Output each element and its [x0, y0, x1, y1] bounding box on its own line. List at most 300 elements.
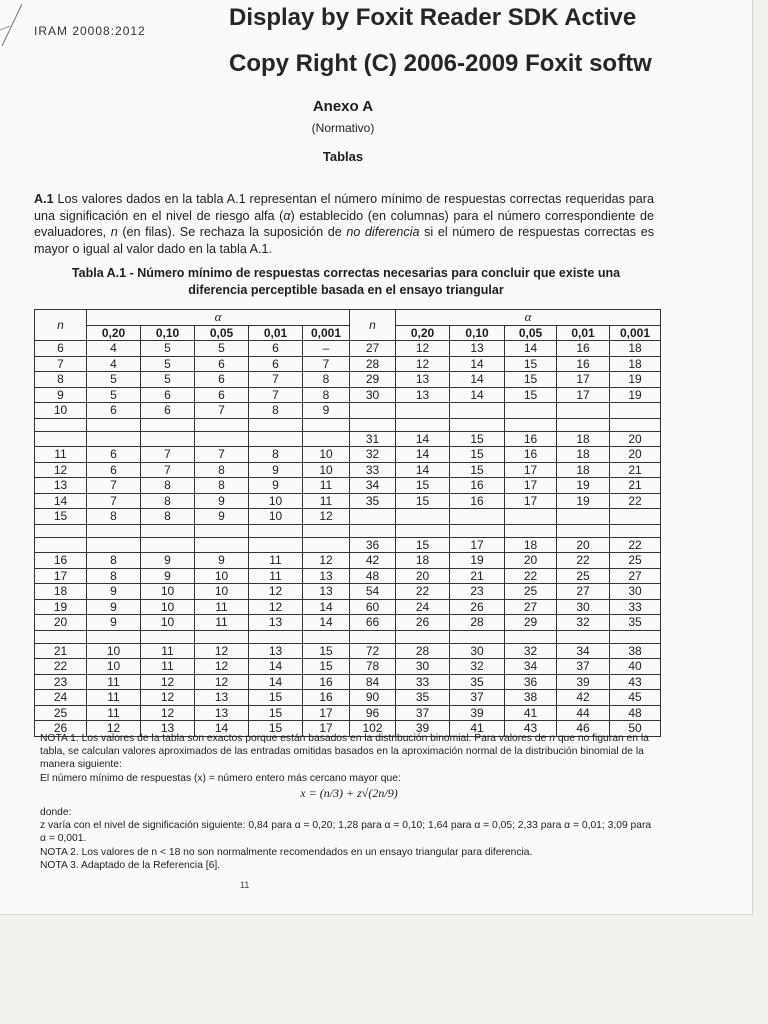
n-cell: 84 — [350, 674, 396, 690]
value-cell: 13 — [195, 705, 249, 721]
formula: x = (n/3) + z√(2n/9) — [300, 785, 398, 800]
value-cell: 9 — [195, 509, 249, 525]
table-row — [35, 568, 661, 584]
spacer-cell — [610, 524, 661, 537]
n-cell: 48 — [350, 568, 396, 584]
value-cell — [141, 431, 195, 447]
value-cell: 21 — [610, 478, 661, 494]
value-cell: 17 — [557, 387, 610, 403]
value-cell: 8 — [141, 509, 195, 525]
spacer-cell — [249, 524, 303, 537]
value-cell: 32 — [505, 643, 557, 659]
value-cell — [303, 431, 350, 447]
value-cell: 41 — [450, 721, 505, 737]
table-row — [35, 659, 661, 675]
n-cell — [35, 431, 87, 447]
value-cell: 20 — [505, 553, 557, 569]
value-cell: 19 — [610, 387, 661, 403]
value-cell — [87, 537, 141, 553]
n-cell: 22 — [35, 659, 87, 675]
value-cell: 21 — [610, 462, 661, 478]
value-cell: 15 — [450, 447, 505, 463]
spacer-cell — [141, 630, 195, 643]
value-cell — [557, 403, 610, 419]
spacer-cell — [35, 524, 87, 537]
value-cell: 14 — [450, 356, 505, 372]
value-cell: 8 — [141, 478, 195, 494]
value-cell: 11 — [87, 674, 141, 690]
n-cell: 20 — [35, 615, 87, 631]
value-cell: 9 — [87, 584, 141, 600]
n-cell: 11 — [35, 447, 87, 463]
value-cell: 6 — [87, 447, 141, 463]
spacer-cell — [195, 630, 249, 643]
value-cell: 7 — [87, 493, 141, 509]
table-row — [35, 356, 661, 372]
column-header: 0,10 — [450, 325, 505, 341]
value-cell: 22 — [610, 493, 661, 509]
value-cell — [195, 537, 249, 553]
value-cell: 12 — [396, 356, 450, 372]
table-row — [35, 690, 661, 706]
spacer-cell — [450, 630, 505, 643]
spacer-row — [35, 630, 661, 643]
nota-1-text-b: que no figuran en la tabla, se calculan valores aproximados de las entradas omitidas basados en la aproximación normal de la distribución binomial de la manera siguiente: — [40, 733, 649, 771]
spacer-cell — [87, 524, 141, 537]
value-cell: 13 — [141, 721, 195, 737]
value-cell: 11 — [195, 599, 249, 615]
value-cell: 10 — [141, 599, 195, 615]
value-cell: 17 — [505, 493, 557, 509]
table-row — [35, 493, 661, 509]
value-cell: 48 — [610, 705, 661, 721]
paragraph-number: A.1 — [34, 192, 54, 206]
spacer-cell — [350, 524, 396, 537]
n-cell: 18 — [35, 584, 87, 600]
value-cell: 5 — [195, 341, 249, 357]
value-cell: 10 — [141, 615, 195, 631]
value-cell: 8 — [141, 493, 195, 509]
n-cell: 14 — [35, 493, 87, 509]
value-cell: 4 — [87, 341, 141, 357]
spacer-row — [35, 524, 661, 537]
n-cell: 29 — [350, 372, 396, 388]
n-cell: 12 — [35, 462, 87, 478]
column-header: 0,01 — [557, 325, 610, 341]
n-cell — [35, 537, 87, 553]
value-cell — [87, 431, 141, 447]
spacer-cell — [505, 524, 557, 537]
value-cell: 4 — [87, 356, 141, 372]
value-cell: 43 — [610, 674, 661, 690]
triangular-test-table — [34, 309, 661, 737]
value-cell: 9 — [87, 599, 141, 615]
value-cell: 15 — [505, 387, 557, 403]
value-cell: 46 — [557, 721, 610, 737]
column-header: 0,05 — [505, 325, 557, 341]
alpha-header-left: α — [87, 310, 350, 326]
value-cell: 6 — [87, 403, 141, 419]
value-cell: 32 — [450, 659, 505, 675]
table-row — [35, 599, 661, 615]
value-cell: 13 — [396, 387, 450, 403]
value-cell: 19 — [557, 493, 610, 509]
table-row — [35, 462, 661, 478]
value-cell: 5 — [141, 341, 195, 357]
table-row — [35, 584, 661, 600]
value-cell: 45 — [610, 690, 661, 706]
n-cell: 54 — [350, 584, 396, 600]
notes-box — [40, 732, 658, 872]
spacer-cell — [557, 630, 610, 643]
n-cell: 17 — [35, 568, 87, 584]
value-cell: 6 — [195, 356, 249, 372]
value-cell: 15 — [505, 372, 557, 388]
value-cell: 5 — [141, 356, 195, 372]
value-cell: 12 — [303, 553, 350, 569]
alpha-header-right: α — [396, 310, 661, 326]
value-cell: 22 — [557, 553, 610, 569]
value-cell: 9 — [303, 403, 350, 419]
n-cell: 21 — [35, 643, 87, 659]
column-header: 0,001 — [610, 325, 661, 341]
value-cell: 21 — [450, 568, 505, 584]
value-cell: 7 — [249, 387, 303, 403]
spacer-cell — [87, 630, 141, 643]
annex-title: Anexo A — [312, 98, 374, 115]
value-cell: 16 — [505, 447, 557, 463]
value-cell: 9 — [195, 493, 249, 509]
table-row — [35, 615, 661, 631]
value-cell: 8 — [249, 447, 303, 463]
value-cell: 17 — [557, 372, 610, 388]
spacer-cell — [87, 418, 141, 431]
value-cell — [450, 509, 505, 525]
value-cell: 50 — [610, 721, 661, 737]
watermark-line-2: Copy Right (C) 2006-2009 Foxit softw — [229, 50, 652, 77]
value-cell: 15 — [249, 705, 303, 721]
table-row — [35, 372, 661, 388]
standard-code: IRAM 20008:2012 — [34, 24, 146, 38]
value-cell: 7 — [195, 447, 249, 463]
table-body — [35, 341, 661, 737]
value-cell: 7 — [303, 356, 350, 372]
value-cell: 27 — [557, 584, 610, 600]
value-cell: 14 — [450, 387, 505, 403]
value-cell: 11 — [303, 478, 350, 494]
value-cell: 38 — [505, 690, 557, 706]
value-cell: 15 — [303, 643, 350, 659]
value-cell: 26 — [450, 599, 505, 615]
value-cell: 40 — [610, 659, 661, 675]
spacer-cell — [610, 630, 661, 643]
value-cell — [303, 537, 350, 553]
spacer-cell — [610, 418, 661, 431]
column-header: 0,20 — [396, 325, 450, 341]
value-cell: 9 — [249, 462, 303, 478]
n-cell: 36 — [350, 537, 396, 553]
value-cell: 6 — [87, 462, 141, 478]
value-cell: 12 — [195, 659, 249, 675]
value-cell: 38 — [610, 643, 661, 659]
value-cell: 7 — [141, 462, 195, 478]
value-cell: 11 — [141, 659, 195, 675]
value-cell — [557, 509, 610, 525]
value-cell: 8 — [195, 478, 249, 494]
value-cell: 30 — [610, 584, 661, 600]
n-cell: 15 — [35, 509, 87, 525]
n-cell: 24 — [35, 690, 87, 706]
value-cell: 12 — [195, 643, 249, 659]
value-cell: 27 — [505, 599, 557, 615]
value-cell: 10 — [141, 584, 195, 600]
value-cell: 6 — [195, 387, 249, 403]
n-cell: 28 — [350, 356, 396, 372]
n-cell — [350, 403, 396, 419]
value-cell: 16 — [303, 674, 350, 690]
value-cell: 7 — [195, 403, 249, 419]
value-cell: 17 — [303, 705, 350, 721]
value-cell: 13 — [195, 690, 249, 706]
watermark-line-1: Display by Foxit Reader SDK Active — [229, 4, 637, 31]
spacer-cell — [505, 630, 557, 643]
n-cell: 33 — [350, 462, 396, 478]
n-cell: 42 — [350, 553, 396, 569]
value-cell — [610, 403, 661, 419]
nota-2: NOTA 2. Los valores de n < 18 no son normalmente recomendados en un ensayo triangular para diferencia. — [40, 846, 533, 858]
value-cell: 33 — [396, 674, 450, 690]
value-cell: 14 — [396, 431, 450, 447]
alpha-symbol: α — [283, 208, 291, 223]
value-cell: 10 — [303, 462, 350, 478]
table-row — [35, 643, 661, 659]
table-row — [35, 674, 661, 690]
emphasis-no-diferencia: no diferencia — [346, 225, 420, 239]
value-cell: 11 — [195, 615, 249, 631]
nota-1-n: n — [549, 733, 555, 744]
table-row — [35, 478, 661, 494]
annex-subtitle: (Normativo) — [311, 121, 375, 135]
donde-label: donde: — [40, 807, 72, 819]
value-cell: 37 — [557, 659, 610, 675]
value-cell: 14 — [396, 447, 450, 463]
value-cell: 34 — [557, 643, 610, 659]
value-cell: 35 — [450, 674, 505, 690]
spacer-cell — [35, 630, 87, 643]
value-cell: 9 — [249, 478, 303, 494]
table-row — [35, 509, 661, 525]
value-cell: 18 — [610, 356, 661, 372]
spacer-cell — [557, 418, 610, 431]
value-cell: 12 — [87, 721, 141, 737]
table-caption-line-1: Tabla A.1 - Número mínimo de respuestas correctas necesarias para concluir que existe una — [71, 266, 621, 280]
value-cell: 10 — [195, 568, 249, 584]
nota-1 — [40, 732, 658, 772]
n-cell: 13 — [35, 478, 87, 494]
paragraph-text-4: si el número de respuestas correctas es mayor o igual al valor dado en la tabla A.1. — [34, 225, 654, 256]
value-cell: 30 — [396, 659, 450, 675]
table-row — [35, 387, 661, 403]
value-cell: 16 — [450, 478, 505, 494]
spacer-cell — [303, 524, 350, 537]
spacer-cell — [195, 524, 249, 537]
spacer-cell — [303, 418, 350, 431]
n-cell: 19 — [35, 599, 87, 615]
n-cell: 10 — [35, 403, 87, 419]
value-cell: 16 — [557, 356, 610, 372]
value-cell: 25 — [557, 568, 610, 584]
value-cell: 25 — [505, 584, 557, 600]
value-cell: 18 — [557, 431, 610, 447]
spacer-cell — [350, 418, 396, 431]
n-cell: 6 — [35, 341, 87, 357]
value-cell: 13 — [303, 584, 350, 600]
value-cell: 8 — [303, 387, 350, 403]
value-cell: 14 — [195, 721, 249, 737]
value-cell — [610, 509, 661, 525]
value-cell: 7 — [141, 447, 195, 463]
value-cell: 22 — [505, 568, 557, 584]
value-cell: 18 — [557, 447, 610, 463]
value-cell: 39 — [396, 721, 450, 737]
value-cell: 20 — [557, 537, 610, 553]
value-cell: 18 — [557, 462, 610, 478]
value-cell: – — [303, 341, 350, 357]
table-row — [35, 537, 661, 553]
paragraph-text-1: Los valores dados en la tabla A.1 representan el número mínimo de respuestas correctas requeridas para una significación en el nivel de riesgo alfa ( — [34, 192, 654, 223]
n-cell: 25 — [35, 705, 87, 721]
value-cell: 18 — [505, 537, 557, 553]
value-cell: 20 — [610, 447, 661, 463]
spacer-cell — [505, 418, 557, 431]
value-cell: 44 — [557, 705, 610, 721]
spacer-cell — [141, 524, 195, 537]
value-cell: 32 — [557, 615, 610, 631]
intro-paragraph — [34, 191, 654, 257]
table-caption-line-2: diferencia perceptible basada en el ensayo triangular — [188, 282, 504, 297]
value-cell: 22 — [610, 537, 661, 553]
n-cell: 32 — [350, 447, 396, 463]
value-cell: 11 — [87, 690, 141, 706]
value-cell: 16 — [557, 341, 610, 357]
value-cell: 35 — [396, 690, 450, 706]
value-cell: 13 — [450, 341, 505, 357]
value-cell: 37 — [450, 690, 505, 706]
table-row — [35, 553, 661, 569]
n-cell: 7 — [35, 356, 87, 372]
value-cell: 18 — [610, 341, 661, 357]
n-cell: 31 — [350, 431, 396, 447]
value-cell — [141, 537, 195, 553]
value-cell — [450, 403, 505, 419]
value-cell: 41 — [505, 705, 557, 721]
value-cell: 13 — [249, 643, 303, 659]
value-cell: 16 — [450, 493, 505, 509]
value-cell: 14 — [396, 462, 450, 478]
table-row — [35, 403, 661, 419]
value-cell: 6 — [249, 341, 303, 357]
value-cell — [505, 403, 557, 419]
value-cell: 16 — [303, 690, 350, 706]
spacer-cell — [195, 418, 249, 431]
n-cell: 34 — [350, 478, 396, 494]
spacer-row — [35, 418, 661, 431]
value-cell: 35 — [610, 615, 661, 631]
table-row — [35, 431, 661, 447]
n-cell: 72 — [350, 643, 396, 659]
spacer-cell — [396, 524, 450, 537]
value-cell: 12 — [249, 599, 303, 615]
value-cell: 9 — [141, 553, 195, 569]
value-cell: 27 — [610, 568, 661, 584]
n-cell: 27 — [350, 341, 396, 357]
n-cell: 96 — [350, 705, 396, 721]
value-cell: 10 — [195, 584, 249, 600]
value-cell: 34 — [505, 659, 557, 675]
header-row-levels — [35, 325, 661, 341]
value-cell: 8 — [249, 403, 303, 419]
value-cell: 24 — [396, 599, 450, 615]
value-cell: 14 — [249, 674, 303, 690]
spacer-cell — [396, 630, 450, 643]
column-header: 0,20 — [87, 325, 141, 341]
value-cell: 12 — [396, 341, 450, 357]
spacer-cell — [35, 418, 87, 431]
corner-mark-icon — [0, 0, 26, 48]
spacer-cell — [557, 524, 610, 537]
value-cell: 15 — [303, 659, 350, 675]
spacer-cell — [303, 630, 350, 643]
value-cell: 6 — [141, 387, 195, 403]
n-symbol: n — [110, 225, 118, 239]
value-cell — [505, 509, 557, 525]
value-cell: 9 — [195, 553, 249, 569]
value-cell: 8 — [303, 372, 350, 388]
n-cell: 90 — [350, 690, 396, 706]
nota-1-text-a: NOTA 1. Los valores de la tabla son exactos porque están basados en la distribución binomial. Para valores de — [40, 733, 550, 744]
value-cell: 17 — [505, 478, 557, 494]
value-cell: 15 — [505, 356, 557, 372]
value-cell: 5 — [141, 372, 195, 388]
value-cell: 10 — [249, 509, 303, 525]
n-cell: 35 — [350, 493, 396, 509]
spacer-cell — [141, 418, 195, 431]
value-cell: 30 — [450, 643, 505, 659]
page-number: 11 — [240, 880, 250, 890]
value-cell: 30 — [557, 599, 610, 615]
value-cell — [249, 537, 303, 553]
value-cell: 26 — [396, 615, 450, 631]
n-cell: 102 — [350, 721, 396, 737]
n-header-right: n — [350, 310, 396, 341]
column-header: 0,05 — [195, 325, 249, 341]
value-cell: 16 — [505, 431, 557, 447]
value-cell: 20 — [396, 568, 450, 584]
value-cell: 14 — [303, 599, 350, 615]
value-cell: 8 — [87, 509, 141, 525]
value-cell: 14 — [249, 659, 303, 675]
value-cell: 28 — [396, 643, 450, 659]
n-header-left: n — [35, 310, 87, 341]
value-cell: 13 — [249, 615, 303, 631]
value-cell: 19 — [610, 372, 661, 388]
value-cell: 37 — [396, 705, 450, 721]
value-cell: 10 — [303, 447, 350, 463]
spacer-cell — [450, 418, 505, 431]
column-header: 0,10 — [141, 325, 195, 341]
table-row — [35, 447, 661, 463]
value-cell — [396, 403, 450, 419]
